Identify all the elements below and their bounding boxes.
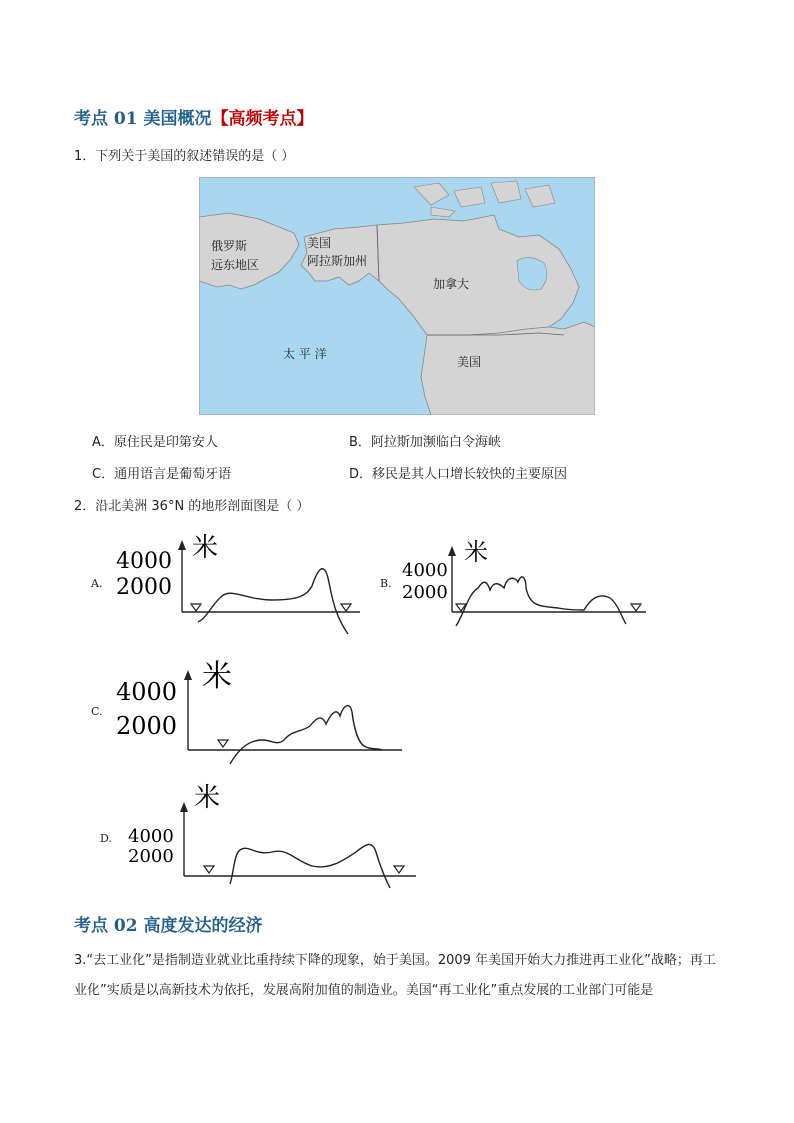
profile-c-unit: 米	[202, 659, 232, 694]
profile-d-unit: 米	[194, 783, 221, 813]
profile-c-label[interactable]: C.	[91, 705, 103, 718]
profile-b-terrain	[456, 577, 626, 626]
profile-c-tick-4000: 4000	[116, 678, 178, 706]
profile-d-terrain	[230, 844, 390, 888]
question-3-text: 3.“去工业化”是指制造业就业比重持续下降的现象，始于美国。2009 年美国开始大力推进再工业化”战略；再工业化”实质是以高新技术为依托，发展高附加值的制造业。美国“再工业化”重点发展的工业部门可能是	[74, 953, 716, 998]
profile-a-unit: 米	[192, 533, 219, 563]
map-label-russia-1: 俄罗斯	[211, 239, 248, 253]
profile-d-sea-marker-left	[204, 866, 214, 873]
profile-c[interactable]	[112, 654, 404, 768]
profile-d-tick-4000: 4000	[128, 826, 174, 847]
q1-option-d[interactable]: D．移民是其人口增长较快的主要原因	[349, 467, 568, 482]
profile-a-label[interactable]: A.	[91, 577, 103, 590]
map-label-alaska-2: 阿拉斯加州	[307, 254, 368, 268]
profile-d-sea-marker-right	[394, 866, 404, 873]
question-2-stem: 2．沿北美洲 36°N 的地形剖面图是（ ）	[74, 499, 310, 514]
profile-c-terrain	[230, 706, 382, 764]
section-title-2: 考点 02 高度发达的经济	[74, 916, 263, 936]
profile-b-sea-marker-right	[631, 604, 641, 611]
profile-c-y-arrow	[184, 670, 192, 680]
section-title-text: 考点 01 美国概况	[74, 109, 212, 129]
section-title-highlight: 【高频考点】	[211, 109, 314, 129]
q1-option-c[interactable]: C．通用语言是葡萄牙语	[92, 467, 232, 482]
profile-b-tick-4000: 4000	[402, 560, 448, 581]
profile-a-tick-4000: 4000	[116, 549, 172, 574]
profile-a-terrain	[198, 569, 348, 634]
map-label-usa: 美国	[457, 355, 482, 369]
q1-option-b[interactable]: B．阿拉斯加濒临白令海峡	[349, 435, 501, 450]
profile-a-y-arrow	[178, 540, 186, 550]
profile-d-label[interactable]: D.	[100, 832, 112, 845]
map-label-russia-2: 远东地区	[211, 258, 260, 272]
profile-b-unit: 米	[464, 538, 488, 566]
profile-a[interactable]	[112, 526, 362, 636]
map-label-pacific: 太 平 洋	[283, 347, 327, 361]
map-label-alaska-1: 美国	[307, 236, 332, 250]
profile-a-sea-marker-left	[191, 604, 201, 611]
profile-b-tick-2000: 2000	[402, 582, 448, 603]
section-title-1	[74, 104, 314, 129]
map-label-canada: 加拿大	[433, 277, 470, 291]
q1-option-a[interactable]: A．原住民是印第安人	[92, 435, 218, 450]
profile-c-sea-marker	[218, 740, 228, 747]
usa-landmass	[421, 322, 595, 415]
profile-d-tick-2000: 2000	[128, 846, 174, 867]
profile-b[interactable]	[398, 534, 650, 634]
question-1-stem: 1．下列关于美国的叙述错误的是（ ）	[74, 149, 295, 164]
profile-d[interactable]	[124, 780, 420, 890]
profile-b-label[interactable]: B.	[380, 577, 392, 590]
profile-a-sea-marker-right	[341, 604, 351, 611]
profile-d-y-arrow	[180, 802, 188, 812]
profile-c-tick-2000: 2000	[116, 712, 178, 740]
profile-a-tick-2000: 2000	[116, 575, 172, 600]
profile-b-y-arrow	[448, 546, 456, 556]
north-america-map	[199, 177, 595, 415]
